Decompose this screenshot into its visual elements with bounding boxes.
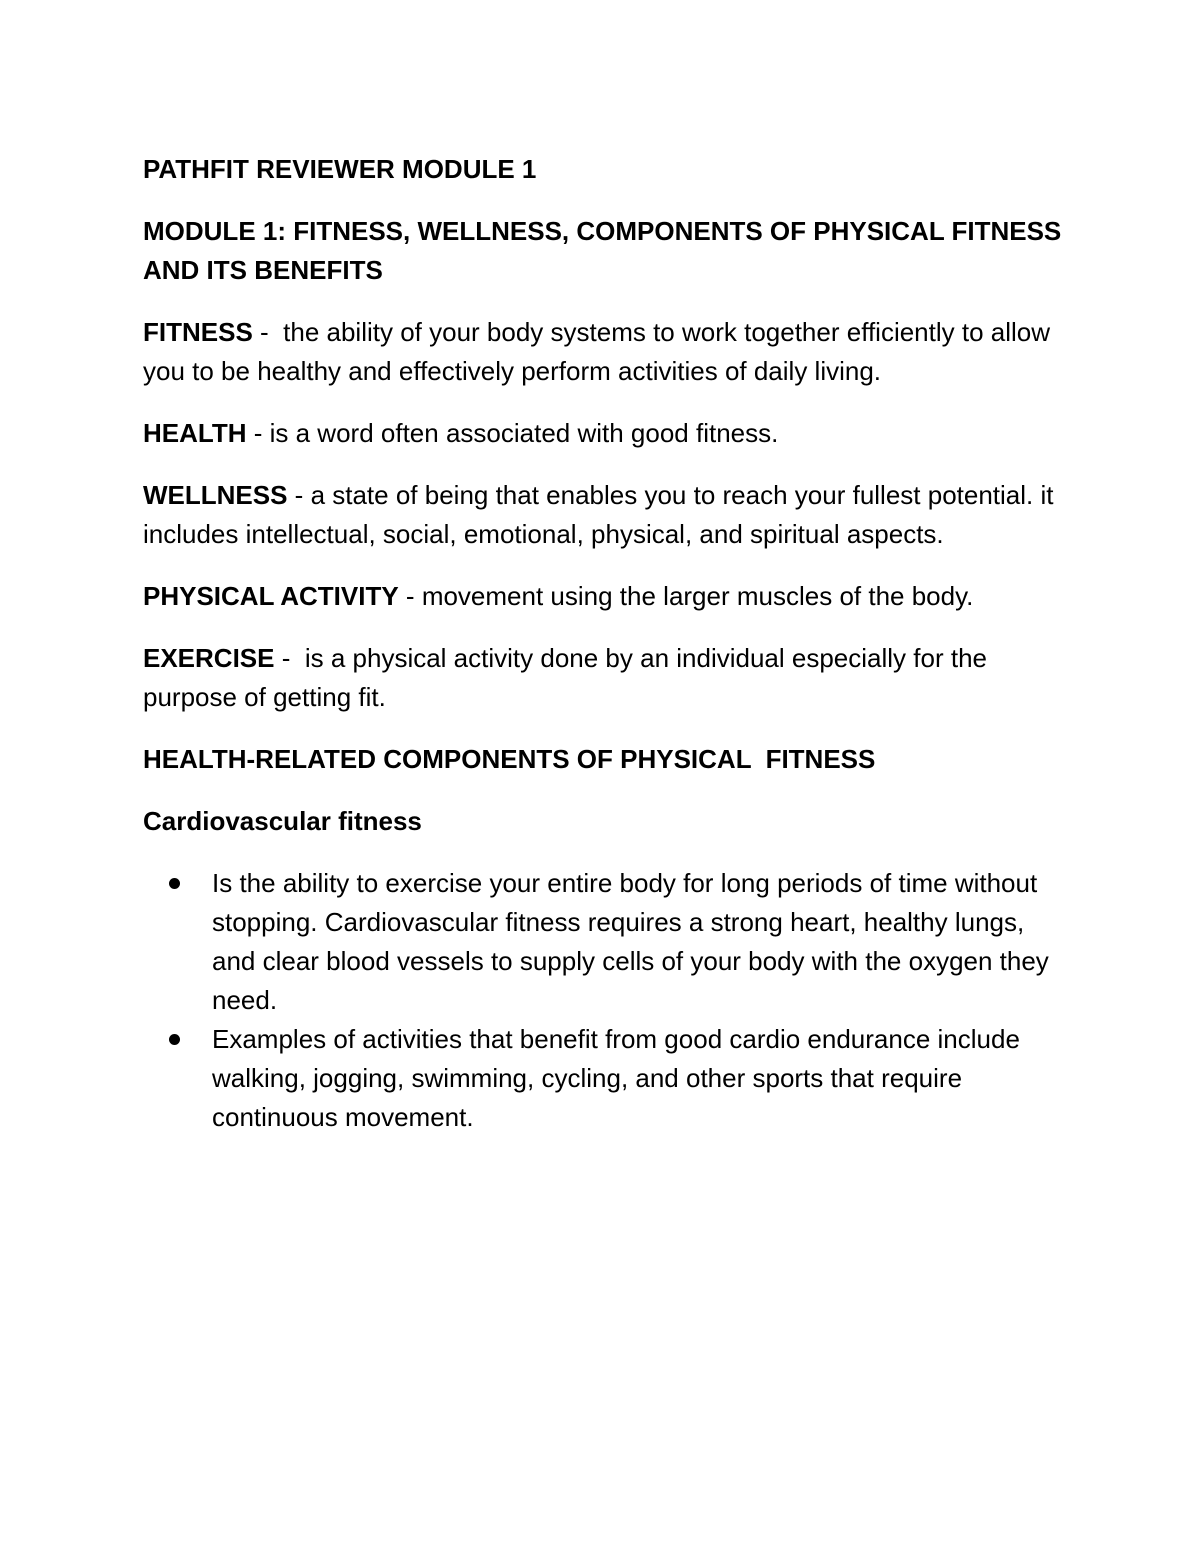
definition-text: the ability of your body systems to work together efficiently to allow you to be healthy and effectively perform activities of daily living. — [143, 317, 1051, 386]
document-page — [143, 150, 1063, 1137]
definition-health — [143, 414, 1063, 453]
definition-fitness — [143, 313, 1063, 391]
definition-separator: - — [274, 643, 305, 673]
bullet-list — [143, 864, 1063, 1137]
section-heading: HEALTH-RELATED COMPONENTS OF PHYSICAL FITNESS — [143, 744, 876, 774]
definition-term: FITNESS — [143, 317, 253, 347]
definition-separator: - — [287, 480, 311, 510]
definition-exercise — [143, 639, 1063, 717]
bullet-icon — [169, 1034, 180, 1045]
definition-term: WELLNESS — [143, 480, 288, 510]
list-item-text: Examples of activities that benefit from good cardio endurance include walking, jogging, swimming, cycling, and other sports that require continuous movement. — [212, 1024, 1020, 1132]
definition-physical-activity — [143, 577, 1063, 616]
definition-term: PHYSICAL ACTIVITY — [143, 581, 399, 611]
list-item-text: Is the ability to exercise your entire body for long periods of time without stopping. Cardiovascular fitness requires a strong heart, healthy lungs, and clear blood vessels to supply cells of your body with the oxygen they need. — [212, 868, 1049, 1015]
module-heading: MODULE 1: FITNESS, WELLNESS, COMPONENTS OF PHYSICAL FITNESS AND ITS BENEFITS — [143, 216, 1062, 285]
definition-text: is a physical activity done by an individual especially for the purpose of getting fit. — [143, 643, 987, 712]
bullet-icon — [169, 878, 180, 889]
list-item — [143, 1020, 1063, 1137]
document-title: PATHFIT REVIEWER MODULE 1 — [143, 154, 537, 184]
subheading: Cardiovascular fitness — [143, 806, 422, 836]
definition-wellness — [143, 476, 1063, 554]
definition-text: movement using the larger muscles of the body. — [421, 581, 974, 611]
definition-term: HEALTH — [143, 418, 247, 448]
definition-text: is a word often associated with good fitness. — [269, 418, 779, 448]
definition-text: a state of being that enables you to reach your fullest potential. it includes intellectual, social, emotional, physical, and spiritual aspects. — [143, 480, 1054, 549]
list-item — [143, 864, 1063, 1020]
definition-separator: - — [246, 418, 270, 448]
definition-term: EXERCISE — [143, 643, 275, 673]
definition-separator: - — [398, 581, 422, 611]
definition-separator: - — [252, 317, 284, 347]
